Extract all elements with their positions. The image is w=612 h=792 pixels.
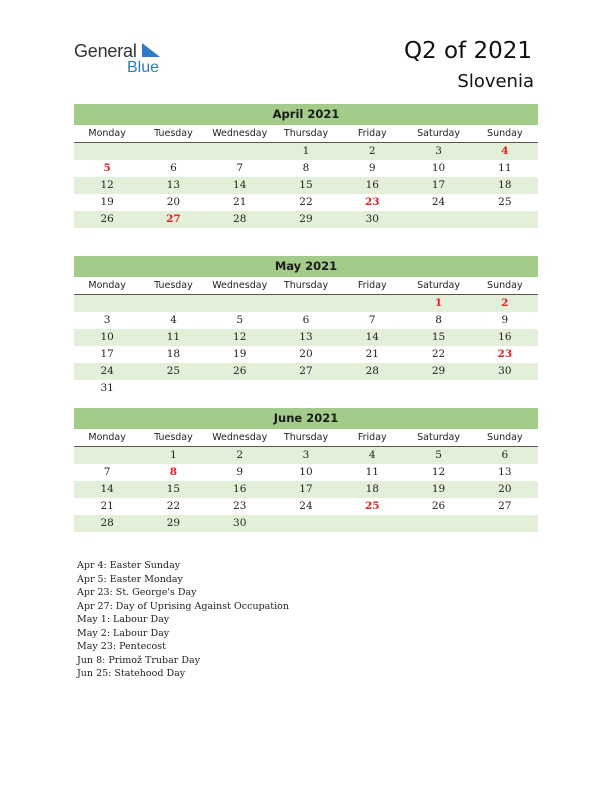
day-cell: 30 <box>233 517 247 529</box>
holiday-day-cell: 25 <box>364 500 380 512</box>
day-cell <box>207 380 273 397</box>
day-cell: 19 <box>233 348 247 360</box>
day-cell: 18 <box>166 348 181 360</box>
holiday-entry: Apr 23: St. George's Day <box>77 587 197 598</box>
month-title: June 2021 <box>74 408 538 429</box>
holiday-entry: Apr 4: Easter Sunday <box>77 560 181 571</box>
day-cell: 28 <box>233 213 247 225</box>
week-row <box>74 143 538 160</box>
holiday-entry: May 1: Labour Day <box>77 614 170 625</box>
day-cell: 27 <box>498 500 512 512</box>
day-cell: 13 <box>498 466 512 478</box>
holiday-day-cell: 4 <box>501 145 509 157</box>
day-cell: 3 <box>103 314 111 326</box>
day-cell <box>405 211 471 228</box>
weekday-label: Monday <box>88 280 126 291</box>
weekday-label: Saturday <box>417 280 460 291</box>
holiday-list <box>77 559 289 681</box>
day-cell: 2 <box>236 449 244 461</box>
day-cell <box>273 380 339 397</box>
day-cell <box>140 143 206 160</box>
day-cell: 30 <box>498 365 512 377</box>
day-cell: 18 <box>498 179 512 191</box>
logo-triangle-icon <box>140 43 162 59</box>
day-cell <box>339 380 405 397</box>
day-cell: 26 <box>100 213 114 225</box>
day-cell: 13 <box>166 179 181 191</box>
day-cell: 14 <box>100 483 114 495</box>
day-cell: 12 <box>431 466 446 478</box>
day-cell: 10 <box>100 331 114 343</box>
day-cell: 28 <box>100 517 114 529</box>
week-row <box>74 447 538 464</box>
day-cell: 29 <box>431 365 446 377</box>
weekday-label: Saturday <box>417 128 460 139</box>
week-row <box>74 329 538 346</box>
holiday-entry: Jun 25: Statehood Day <box>77 668 186 679</box>
day-cell <box>140 380 206 397</box>
day-cell: 22 <box>166 500 181 512</box>
month-calendar-april <box>74 104 538 228</box>
day-cell: 12 <box>100 179 114 191</box>
weekday-label: Tuesday <box>154 280 193 291</box>
weekday-label: Wednesday <box>212 280 268 291</box>
day-cell: 4 <box>368 449 376 461</box>
day-cell: 23 <box>233 500 247 512</box>
holiday-day-cell: 27 <box>166 213 181 225</box>
day-cell: 26 <box>431 500 446 512</box>
page-title: Q2 of 2021 <box>403 38 532 64</box>
day-cell <box>74 143 140 160</box>
day-cell: 10 <box>431 162 446 174</box>
holiday-day-cell: 23 <box>364 196 380 208</box>
day-cell: 1 <box>170 449 177 461</box>
day-cell: 15 <box>431 331 446 343</box>
month-title: May 2021 <box>74 256 538 277</box>
day-cell: 28 <box>365 365 379 377</box>
day-cell: 30 <box>365 213 379 225</box>
day-cell: 22 <box>299 196 313 208</box>
day-cell: 21 <box>365 348 379 360</box>
day-cell: 5 <box>236 314 244 326</box>
month-calendar-june <box>74 408 538 532</box>
weekday-label: Saturday <box>417 432 460 443</box>
day-cell: 5 <box>435 449 442 461</box>
weekday-label: Monday <box>88 432 126 443</box>
day-cell <box>472 380 538 397</box>
day-cell: 24 <box>299 500 313 512</box>
day-cell <box>472 211 538 228</box>
week-row <box>74 515 538 532</box>
day-cell: 15 <box>166 483 181 495</box>
weekday-label: Sunday <box>487 280 523 291</box>
week-row <box>74 177 538 194</box>
holiday-entry: May 23: Pentecost <box>77 641 166 652</box>
day-cell: 7 <box>103 466 111 478</box>
day-cell: 24 <box>100 365 114 377</box>
month-calendar-may <box>74 256 538 397</box>
logo-text-general: General <box>74 41 137 61</box>
week-row <box>74 160 538 177</box>
week-row <box>74 464 538 481</box>
day-cell <box>273 515 339 532</box>
day-cell <box>207 295 273 312</box>
day-cell: 16 <box>498 331 512 343</box>
logo-text-blue: Blue <box>127 59 160 76</box>
day-cell: 14 <box>233 179 247 191</box>
day-cell: 13 <box>299 331 313 343</box>
weekday-label: Wednesday <box>212 128 268 139</box>
weekday-label: Thursday <box>283 432 329 443</box>
day-cell: 22 <box>431 348 446 360</box>
day-cell: 24 <box>431 196 446 208</box>
day-cell <box>74 295 140 312</box>
week-row <box>74 498 538 515</box>
day-cell: 3 <box>435 145 442 157</box>
weekday-label: Thursday <box>283 128 329 139</box>
day-cell <box>140 295 206 312</box>
weekday-label: Friday <box>357 280 387 291</box>
day-cell: 10 <box>299 466 313 478</box>
week-row <box>74 194 538 211</box>
week-row <box>74 312 538 329</box>
day-cell: 12 <box>233 331 247 343</box>
day-cell <box>472 515 538 532</box>
day-cell: 21 <box>233 196 247 208</box>
day-cell: 29 <box>299 213 313 225</box>
week-row <box>74 481 538 498</box>
day-cell: 31 <box>100 382 114 394</box>
holiday-day-cell: 5 <box>103 162 111 174</box>
weekday-label: Tuesday <box>154 432 193 443</box>
day-cell <box>273 295 339 312</box>
day-cell: 9 <box>368 162 376 174</box>
holiday-day-cell: 1 <box>434 297 443 309</box>
day-cell: 25 <box>498 196 512 208</box>
country-name: Slovenia <box>457 71 534 92</box>
weekday-header-row <box>74 125 538 143</box>
day-cell: 6 <box>170 162 177 174</box>
day-cell <box>405 380 471 397</box>
weekday-header-row <box>74 429 538 447</box>
day-cell: 20 <box>166 196 181 208</box>
day-cell: 20 <box>498 483 512 495</box>
day-cell: 26 <box>233 365 247 377</box>
day-cell: 17 <box>299 483 313 495</box>
weekday-label: Friday <box>357 128 387 139</box>
weekday-label: Tuesday <box>154 128 193 139</box>
holiday-entry: Jun 8: Primož Trubar Day <box>77 654 201 666</box>
weekday-header-row <box>74 277 538 295</box>
day-cell: 21 <box>100 500 114 512</box>
day-cell: 14 <box>365 331 379 343</box>
day-cell: 9 <box>501 314 509 326</box>
day-cell <box>405 515 471 532</box>
week-row <box>74 380 538 397</box>
day-cell: 19 <box>100 196 114 208</box>
day-cell: 4 <box>170 314 177 326</box>
week-row <box>74 295 538 312</box>
day-cell: 15 <box>299 179 313 191</box>
day-cell: 11 <box>498 162 512 174</box>
holiday-entry: Apr 27: Day of Uprising Against Occupation <box>77 600 289 612</box>
holiday-day-cell: 8 <box>169 466 178 478</box>
day-cell: 7 <box>368 314 376 326</box>
day-cell: 6 <box>302 314 310 326</box>
week-row <box>74 346 538 363</box>
day-cell: 17 <box>431 179 446 191</box>
day-cell: 11 <box>365 466 379 478</box>
generalblue-logo <box>74 41 160 76</box>
day-cell <box>74 447 140 464</box>
weekday-label: Monday <box>88 128 126 139</box>
day-cell: 29 <box>166 517 181 529</box>
weekday-label: Thursday <box>283 280 329 291</box>
day-cell: 2 <box>368 145 376 157</box>
day-cell: 18 <box>365 483 379 495</box>
day-cell: 6 <box>501 449 509 461</box>
holiday-entry: Apr 5: Easter Monday <box>77 573 183 585</box>
day-cell <box>339 295 405 312</box>
day-cell: 9 <box>236 466 244 478</box>
day-cell: 17 <box>100 348 114 360</box>
holiday-entry: May 2: Labour Day <box>77 627 170 639</box>
week-row <box>74 363 538 380</box>
day-cell <box>207 143 273 160</box>
weekday-label: Sunday <box>487 128 523 139</box>
day-cell: 1 <box>302 145 310 157</box>
day-cell: 7 <box>236 162 244 174</box>
day-cell: 16 <box>233 483 247 495</box>
day-cell: 27 <box>299 365 313 377</box>
holiday-day-cell: 23 <box>497 348 513 360</box>
weekday-label: Friday <box>357 432 387 443</box>
weekday-label: Wednesday <box>212 432 268 443</box>
day-cell: 8 <box>302 162 310 174</box>
day-cell <box>339 515 405 532</box>
day-cell: 3 <box>302 449 310 461</box>
day-cell: 25 <box>166 365 181 377</box>
holiday-day-cell: 2 <box>501 297 509 309</box>
day-cell: 16 <box>365 179 379 191</box>
day-cell: 11 <box>166 331 181 343</box>
day-cell: 20 <box>299 348 313 360</box>
weekday-label: Sunday <box>487 432 523 443</box>
month-title: April 2021 <box>74 104 538 125</box>
day-cell: 19 <box>431 483 446 495</box>
week-row <box>74 211 538 228</box>
day-cell: 8 <box>435 314 442 326</box>
